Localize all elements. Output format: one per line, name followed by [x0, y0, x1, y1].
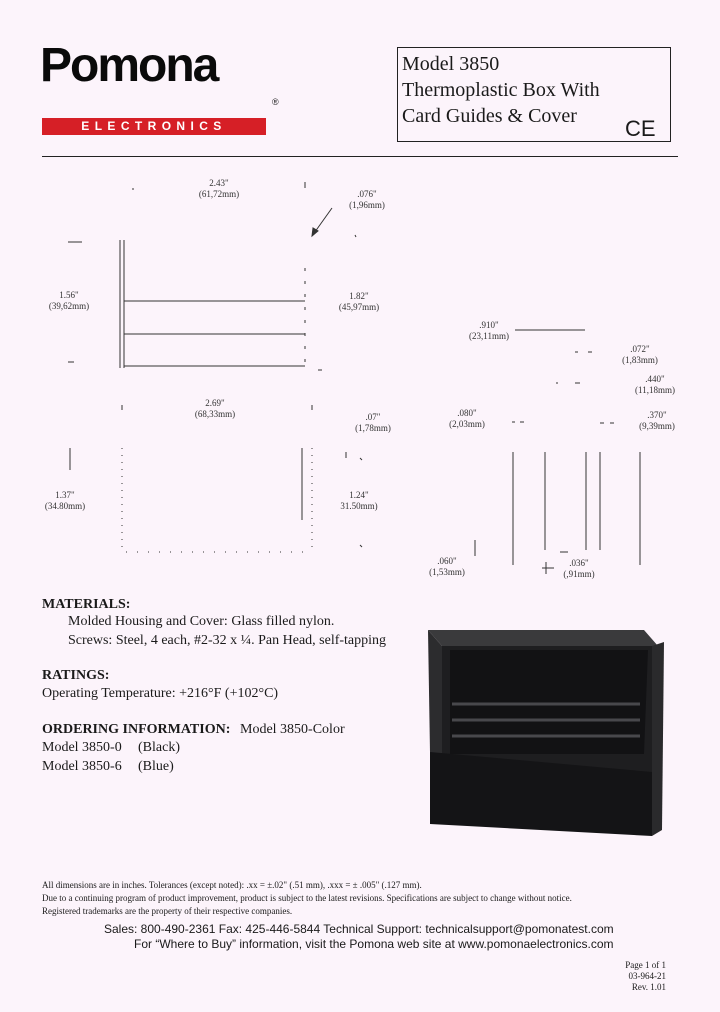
- dim-height-inner: 1.24" 31.50mm): [340, 490, 378, 511]
- contact-web: For “Where to Buy” information, visit the Pomona web site at www.pomonaelectronics.com: [134, 937, 614, 951]
- order-model-black: Model 3850-0: [42, 740, 122, 755]
- ce-mark: CE: [625, 116, 656, 141]
- dim-guide-spacing: .910" (23,11mm): [469, 320, 509, 341]
- dim-width-top: 2.43" (61,72mm): [198, 178, 240, 199]
- ratings-temperature: Operating Temperature: +216°F (+102°C): [42, 686, 279, 701]
- document-number: 03-964-21: [628, 971, 666, 981]
- title-product: Thermoplastic Box With: [402, 79, 600, 101]
- page-number: Page 1 of 1: [625, 960, 666, 970]
- brand-division: ELECTRONICS: [42, 118, 266, 135]
- dim-guide-depth: .440" (11,18mm): [635, 374, 675, 395]
- dim-width-front: 2.69" (68,33mm): [194, 398, 236, 419]
- dim-wall: .076" (1,96mm): [349, 189, 385, 210]
- dim-guide-width: .072" (1,83mm): [622, 344, 658, 365]
- footnote-revisions: Due to a continuing program of product improvement, product is subject to the latest revisions. Specifications are subject to change without notice.: [42, 893, 572, 903]
- ratings-heading: RATINGS:: [42, 668, 110, 683]
- product-photo: [412, 624, 668, 840]
- dim-height-outer: 1.37" (34.80mm): [44, 490, 86, 511]
- order-model-blue: Model 3850-6: [42, 759, 122, 774]
- registered-mark: ®: [272, 97, 279, 107]
- title-features: Card Guides & Cover: [402, 105, 577, 127]
- order-color-blue: (Blue): [138, 759, 174, 774]
- ordering-model-color: Model 3850-Color: [240, 722, 345, 737]
- brand-logo: Pomona: [40, 39, 218, 92]
- dim-slot: .036" (,91mm): [563, 558, 595, 579]
- footnote-trademarks: Registered trademarks are the property of their respective companies.: [42, 906, 293, 916]
- dim-lip: .07" (1,78mm): [355, 412, 391, 433]
- dim-depth-top: 1.56" (39,62mm): [48, 290, 90, 311]
- footnote-tolerance: All dimensions are in inches. Tolerances (except noted): .xx = ±.02" (.51 mm), .xxx = ± .005" (.127 mm).: [42, 880, 422, 890]
- order-color-black: (Black): [138, 740, 180, 755]
- dim-side-wall: .080" (2,03mm): [449, 408, 485, 429]
- dim-base: .060" (1,53mm): [429, 556, 465, 577]
- materials-housing: Molded Housing and Cover: Glass filled nylon.: [68, 614, 335, 629]
- dim-depth-outer: 1.82" (45,97mm): [338, 291, 380, 312]
- ordering-heading: ORDERING INFORMATION:: [42, 722, 231, 737]
- dim-side-offset: .370" (9,39mm): [639, 410, 675, 431]
- revision: Rev. 1.01: [631, 982, 666, 992]
- materials-screws: Screws: Steel, 4 each, #2-32 x ¼. Pan Head, self-tapping: [68, 633, 387, 648]
- contact-sales: Sales: 800-490-2361 Fax: 425-446-5844 Technical Support: technicalsupport@pomonatest.com: [104, 922, 614, 936]
- title-model: Model 3850: [402, 53, 500, 75]
- materials-heading: MATERIALS:: [42, 597, 131, 612]
